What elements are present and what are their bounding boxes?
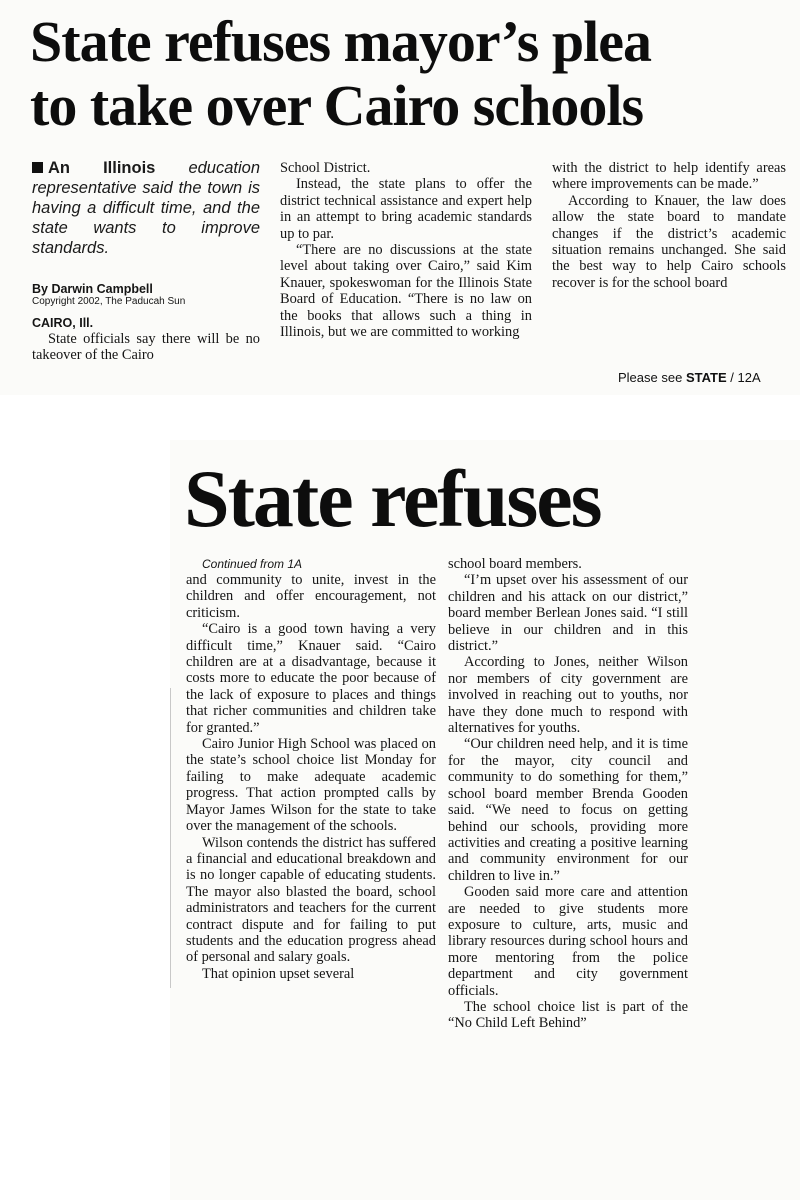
dateline: CAIRO, Ill. bbox=[32, 316, 94, 330]
front-headline-line-1: State refuses mayor’s plea bbox=[30, 9, 651, 74]
paragraph: The school choice list is part of the “No Child Left Behind” bbox=[448, 998, 688, 1032]
jump-column-1 bbox=[186, 556, 436, 982]
jump-line bbox=[618, 370, 761, 385]
paragraph: School District. bbox=[280, 160, 371, 176]
paragraph: with the district to help identify areas where improvements can be made.” bbox=[552, 160, 786, 193]
paragraph: Gooden said more care and attention are needed to give students more exposure to culture, arts, music and library resources during school hours and more mentoring from the police department and city government officials. bbox=[448, 884, 688, 999]
article-front-clipping bbox=[0, 0, 800, 395]
column-rule bbox=[170, 688, 171, 988]
paragraph: According to Knauer, the law does allow the state board to mandate changes if the district’s academic situation remains unchanged. She said the best way to help Cairo schools recover is for the school board bbox=[552, 192, 786, 291]
paragraph: “Cairo is a good town having a very difficult time,” Knauer said. “Cairo children are at a disadvantage, because it costs more to educate the poor because of the lack of exposure to places and things that richer communities and children take for granted.” bbox=[186, 621, 436, 736]
jump-key: STATE bbox=[685, 370, 727, 385]
paragraph: State officials say there will be no takeover of the Cairo bbox=[32, 331, 260, 364]
deck bbox=[32, 158, 260, 258]
paragraph: and community to unite, invest in the children and offer encouragement, not criticism. bbox=[186, 572, 436, 621]
article-jump-clipping bbox=[170, 440, 800, 1200]
copyright-line: Copyright 2002, The Paducah Sun bbox=[32, 296, 186, 307]
jump-page: / 12A bbox=[730, 370, 761, 385]
front-column-2 bbox=[280, 160, 532, 340]
front-headline-line-2: to take over Cairo schools bbox=[30, 73, 644, 138]
continued-from-label: Continued from 1A bbox=[202, 557, 303, 571]
jump-headline: State refuses bbox=[184, 453, 601, 544]
paragraph: According to Jones, neither Wilson nor members of city government are involved in reaching out to youths, nor have they done much to respond with alternatives for youths. bbox=[448, 654, 688, 737]
paragraph: That opinion upset several bbox=[202, 965, 355, 982]
paragraph: Instead, the state plans to offer the district technical assistance and expert help in an attempt to bring academic standards up to par. bbox=[280, 176, 532, 242]
front-headline bbox=[30, 10, 651, 138]
byline: By Darwin Campbell bbox=[32, 282, 153, 296]
paragraph: Cairo Junior High School was placed on the state’s school choice list Monday for failing to make adequate academic progress. That action prompted calls by Mayor James Wilson for the state to take over the management of the schools. bbox=[186, 736, 436, 835]
paragraph: “Our children need help, and it is time for the mayor, city council and community to do something for them,” school board member Brenda Gooden said. “We need to focus on getting behind our schools, providing more activities and creating a positive learning and community environment for our children to live in.” bbox=[448, 736, 688, 884]
paragraph: “There are no discussions at the state level about taking over Cairo,” said Kim Knauer, spokeswoman for the Illinois State Board of Education. “There is no law on the books that allows such a thing in Illinois, but we are committed to working bbox=[280, 242, 532, 341]
deck-lead: An Illinois bbox=[48, 159, 156, 177]
deck-text: education representative said the town is having a difficult time, and the state wants to improve standards. bbox=[32, 159, 260, 257]
bullet-square-icon bbox=[32, 162, 43, 173]
paragraph: school board members. bbox=[448, 556, 582, 572]
front-column-1 bbox=[32, 158, 260, 364]
jump-prefix: Please see bbox=[618, 370, 683, 385]
front-column-3 bbox=[552, 160, 786, 291]
paragraph: “I’m upset over his assessment of our children and his attack on our district,” board member Berlean Jones said. “I still believe in our children and in this district.” bbox=[448, 572, 688, 655]
jump-column-2 bbox=[448, 556, 688, 1032]
paragraph: Wilson contends the district has suffered a financial and educational breakdown and is no longer capable of educating students. The mayor also blasted the board, school administrators and teachers for the current contract dispute and for failing to put students and the education progress ahead of personal and salary goals. bbox=[186, 834, 436, 966]
